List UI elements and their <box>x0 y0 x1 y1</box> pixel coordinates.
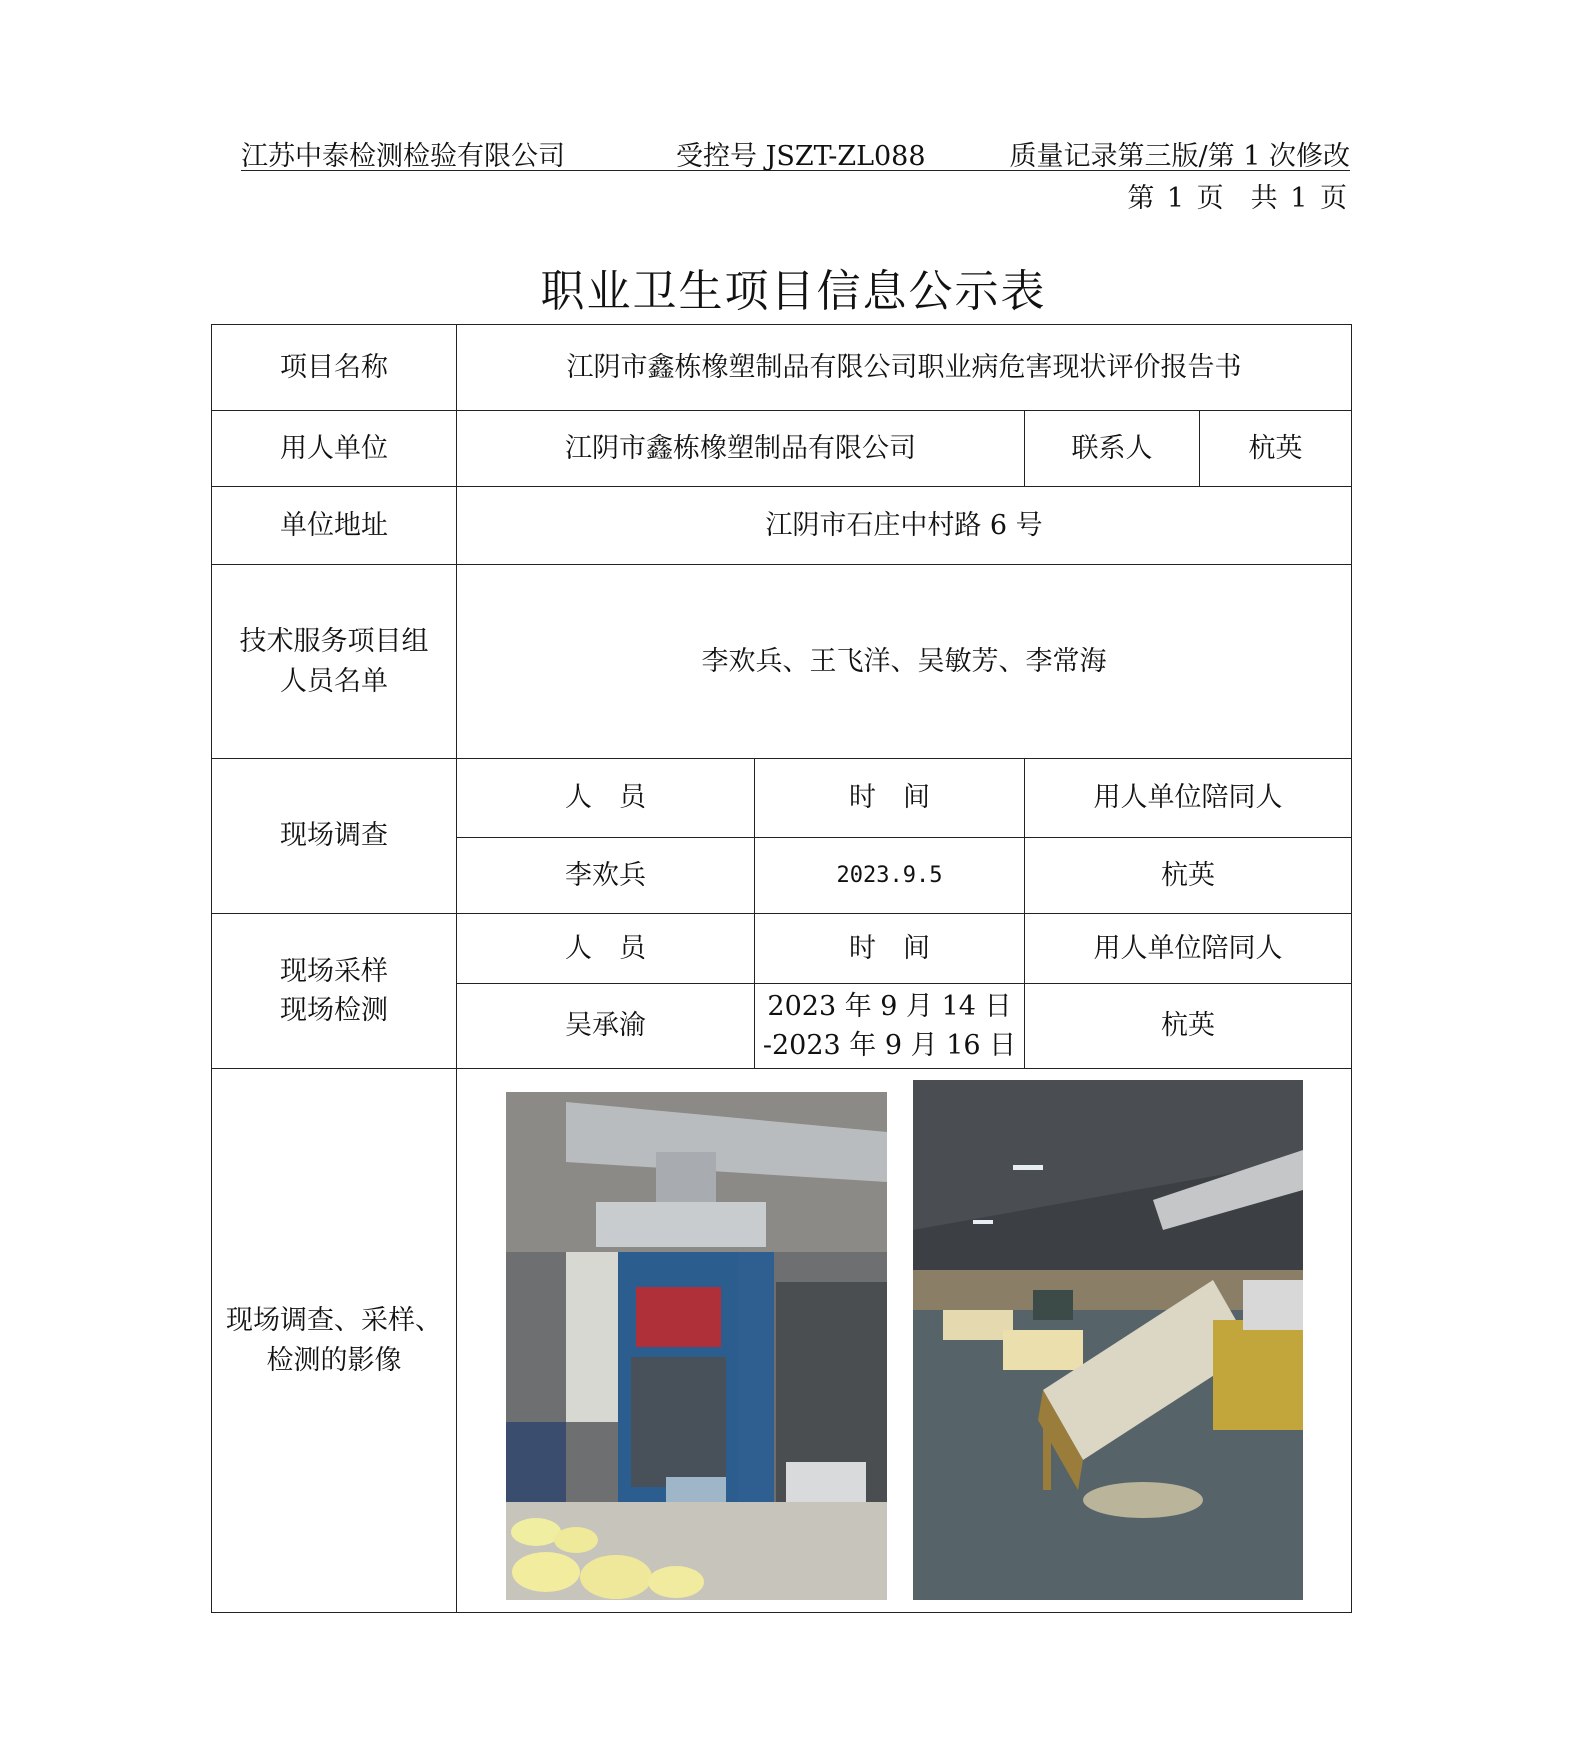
survey-header-escort: 用人单位陪同人 <box>1025 759 1352 838</box>
sampling-label-line-2: 现场检测 <box>280 995 388 1026</box>
row-survey-header <box>212 759 1352 838</box>
images-label-line-1: 现场调查、采样、 <box>226 1305 442 1337</box>
header-company: 江苏中泰检测检验有限公司 <box>241 141 565 172</box>
contact-value: 杭英 <box>1200 411 1352 487</box>
header-control-number: 受控号 JSZT-ZL088 <box>676 141 926 172</box>
images-label <box>212 1069 457 1613</box>
address-value: 江阴市石庄中村路 6 号 <box>457 487 1352 565</box>
sampling-header-escort: 用人单位陪同人 <box>1025 914 1352 984</box>
sampling-label-line-1: 现场采样 <box>280 955 388 987</box>
sampling-date <box>755 984 1025 1069</box>
survey-label: 现场调查 <box>212 759 457 914</box>
page-number: 第 1 页 共 1 页 <box>1127 183 1347 214</box>
survey-header-time: 时 间 <box>755 759 1025 838</box>
images-cell <box>457 1069 1352 1613</box>
info-table <box>211 324 1352 1613</box>
team-value: 李欢兵、王飞洋、吴敏芳、李常海 <box>457 565 1352 759</box>
project-name-value: 江阴市鑫栋橡塑制品有限公司职业病危害现状评价报告书 <box>457 325 1352 411</box>
sampling-escort: 杭英 <box>1025 984 1352 1069</box>
sampling-header-time: 时 间 <box>755 914 1025 984</box>
survey-person: 李欢兵 <box>457 838 755 914</box>
team-label-line-1: 技术服务项目组 <box>239 626 429 658</box>
row-images <box>212 1069 1352 1613</box>
row-employer <box>212 411 1352 487</box>
document-header <box>241 134 1350 171</box>
factory-machine-photo <box>506 1092 887 1600</box>
address-label: 单位地址 <box>212 487 457 565</box>
survey-header-person: 人 员 <box>457 759 755 838</box>
survey-escort: 杭英 <box>1025 838 1352 914</box>
row-team <box>212 565 1352 759</box>
row-project-name <box>212 325 1352 411</box>
sampling-date-start: 2023 年 9 月 14 日 <box>767 990 1012 1022</box>
employer-value: 江阴市鑫栋橡塑制品有限公司 <box>457 411 1025 487</box>
row-sampling-header <box>212 914 1352 984</box>
row-address <box>212 487 1352 565</box>
sampling-label <box>212 914 457 1069</box>
sampling-person: 吴承渝 <box>457 984 755 1069</box>
employer-label: 用人单位 <box>212 411 457 487</box>
images-label-line-2: 检测的影像 <box>266 1344 402 1376</box>
sampling-date-end: -2023 年 9 月 16 日 <box>762 1030 1017 1061</box>
header-version: 质量记录第三版/第 1 次修改 <box>1009 141 1350 172</box>
sampling-header-person: 人 员 <box>457 914 755 984</box>
team-label-line-2: 人员名单 <box>280 665 388 697</box>
contact-label: 联系人 <box>1025 411 1200 487</box>
document-title: 职业卫生项目信息公示表 <box>540 266 1047 317</box>
project-name-label: 项目名称 <box>212 325 457 411</box>
survey-date: 2023.9.5 <box>755 838 1025 914</box>
factory-conveyor-photo <box>913 1080 1303 1600</box>
team-label <box>212 565 457 759</box>
